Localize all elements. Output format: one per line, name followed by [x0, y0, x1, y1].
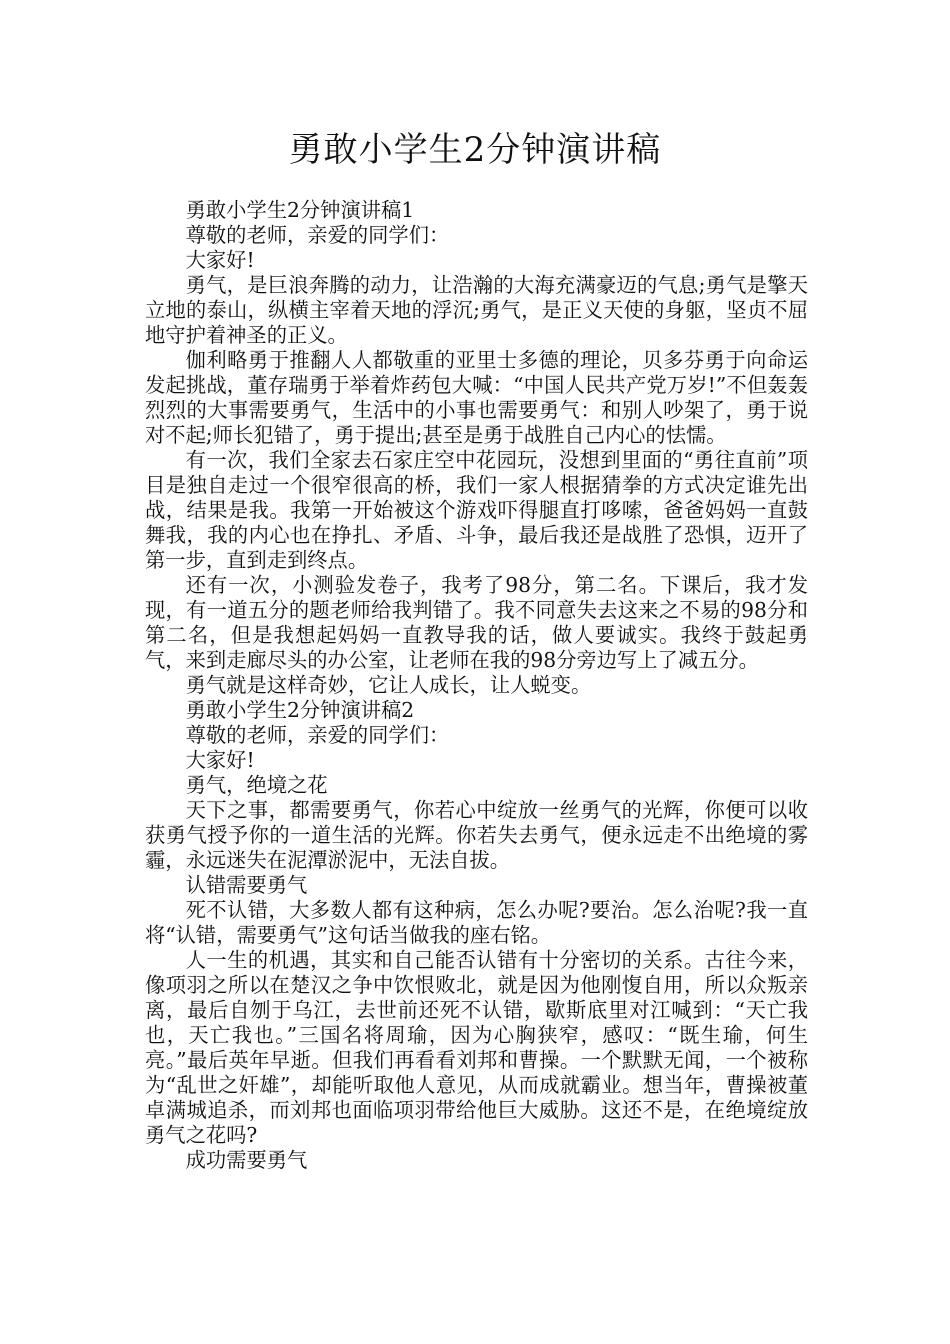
paragraph: 天下之事，都需要勇气，你若心中绽放一丝勇气的光辉，你便可以收获勇气授予你的一道生活的光辉。你若失去勇气，便永远走不出绝境的雾霾，永远迷失在泥潭淤泥中，无法自拔。	[145, 798, 808, 872]
paragraph: 尊敬的老师，亲爱的同学们：	[185, 723, 450, 747]
paragraph: 还有一次，小测验发卷子，我考了98分，第二名。下课后，我才发现，有一道五分的题老师给我判错了。我不同意失去这来之不易的98分和第二名，但是我想起妈妈一直教导我的话，做人要诚实。我终于鼓起勇气，来到走廊尽头的办公室，让老师在我的98分旁边写上了减五分。	[145, 573, 808, 672]
paragraph: 勇气，是巨浪奔腾的动力，让浩瀚的大海充满豪迈的气息;勇气是擎天立地的泰山，纵横主宰着天地的浮沉;勇气，是正义天使的身躯，坚贞不屈地守护着神圣的正义。	[145, 273, 808, 347]
paragraph: 人一生的机遇，其实和自己能否认错有十分密切的关系。古往今来，像项羽之所以在楚汉之争中饮恨败北，就是因为他刚愎自用，所以众叛亲离，最后自刎于乌江，去世前还死不认错，歇斯底里对江喊到：“天亡我也，天亡我也。”三国名将周瑜，因为心胸狭窄，感叹：“既生瑜，何生亮。”最后英年早逝。但我们再看看刘邦和曹操。一个默默无闻，一个被称为“乱世之奸雄”，却能听取他人意见，从而成就霸业。想当年，曹操被董卓满城追杀，而刘邦也面临项羽带给他巨大威胁。这还不是，在绝境绽放勇气之花吗?	[145, 948, 808, 1147]
paragraph: 认错需要勇气	[185, 873, 308, 897]
paragraph: 成功需要勇气	[185, 1148, 308, 1172]
document-body	[145, 198, 808, 1173]
paragraph: 尊敬的老师，亲爱的同学们：	[185, 223, 450, 247]
paragraph: 勇气，绝境之花	[185, 773, 328, 797]
paragraph: 死不认错，大多数人都有这种病，怎么办呢?要治。怎么治呢?我一直将“认错，需要勇气”这句话当做我的座右铭。	[145, 898, 808, 947]
paragraph: 勇敢小学生2分钟演讲稿1	[185, 198, 415, 222]
paragraph: 勇气就是这样奇妙，它让人成长，让人蜕变。	[185, 673, 592, 697]
paragraph: 伽利略勇于推翻人人都敬重的亚里士多德的理论，贝多芬勇于向命运发起挑战，董存瑞勇于举着炸药包大喊：“中国人民共产党万岁!”不但轰轰烈烈的大事需要勇气，生活中的小事也需要勇气：和别人吵架了，勇于说对不起;师长犯错了，勇于提出;甚至是勇于战胜自己内心的怯懦。	[145, 348, 808, 447]
paragraph: 勇敢小学生2分钟演讲稿2	[185, 698, 415, 722]
paragraph: 大家好!	[185, 748, 255, 772]
paragraph: 大家好!	[185, 248, 255, 272]
paragraph: 有一次，我们全家去石家庄空中花园玩，没想到里面的“勇往直前”项目是独自走过一个很窄很高的桥，我们一家人根据猜拳的方式决定谁先出战，结果是我。我第一开始被这个游戏吓得腿直打哆嗦，爸爸妈妈一直鼓舞我，我的内心也在挣扎、矛盾、斗争，最后我还是战胜了恐惧，迈开了第一步，直到走到终点。	[145, 448, 808, 572]
document-title: 勇敢小学生2分钟演讲稿	[288, 130, 662, 170]
